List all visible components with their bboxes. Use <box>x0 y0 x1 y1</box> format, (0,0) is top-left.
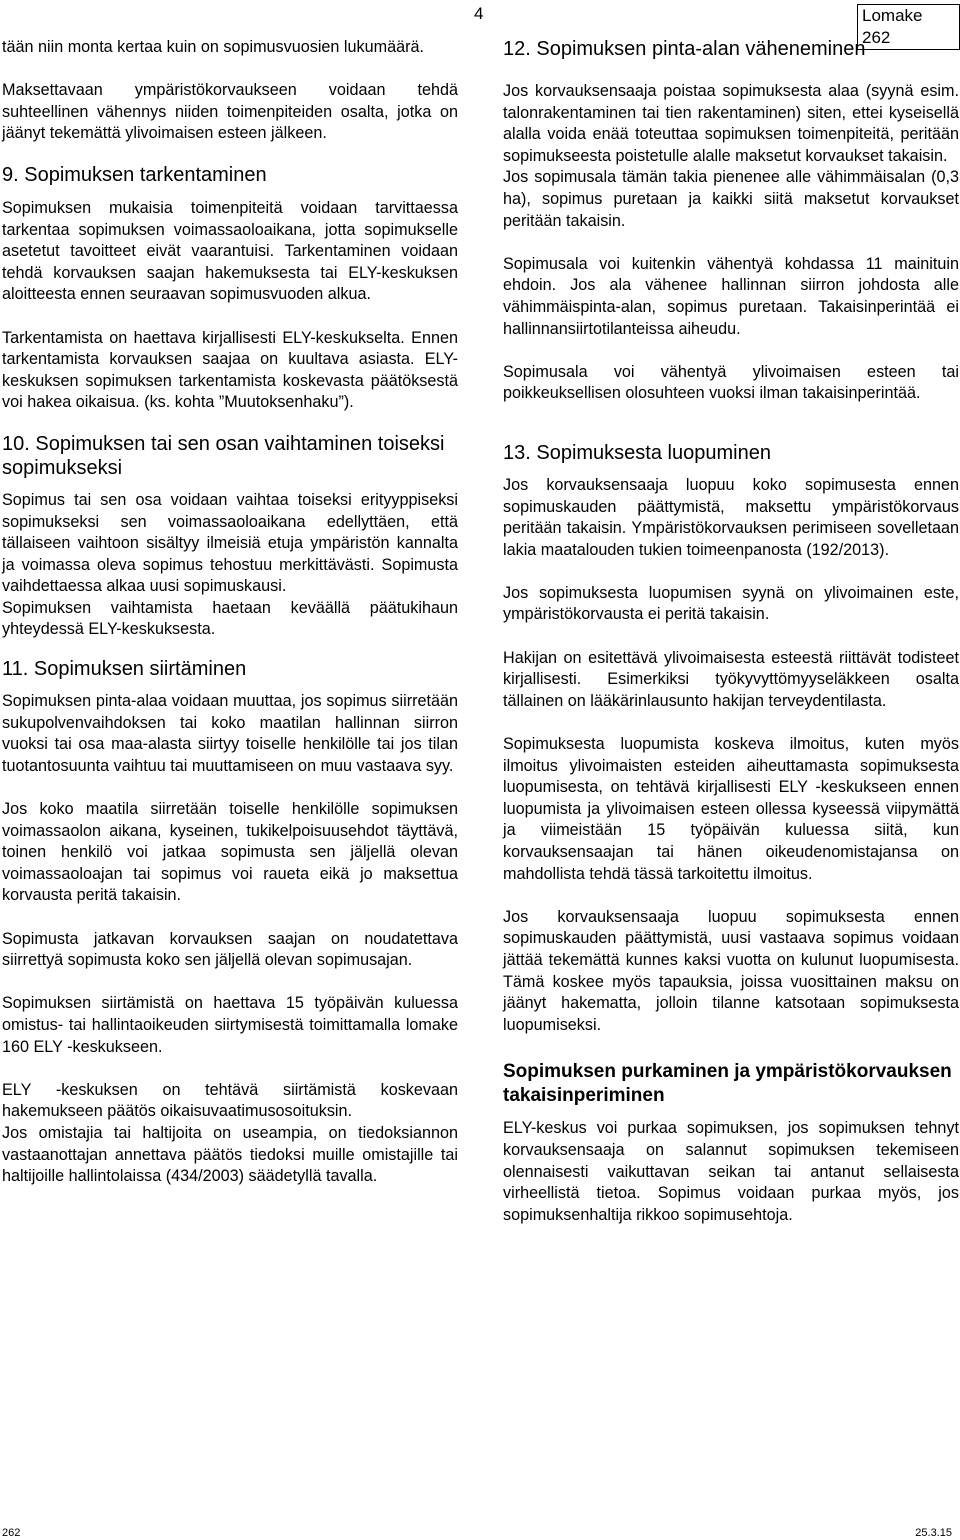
section-11-paragraph-1: Sopimuksen pinta-alaa voidaan muuttaa, jos sopimus siirretään sukupolvenvaihdoksen tai koko maatilan hallinnan siirron vuoksi tai osa maa-alasta siirtyy toiselle henkilölle tai jos tilan tuotantosuunta vaihtuu tai muuttamiseen on muu vastaava syy. <box>2 692 458 775</box>
section-12-paragraph-2: Jos sopimusala tämän takia pienenee alle vähimmäisalan (0,3 ha), sopimus puretaan ja kaikki siitä maksetut korvaukset peritään takaisin. <box>503 168 959 230</box>
section-12-heading: 12. Sopimuksen pinta-alan väheneminen <box>503 38 866 60</box>
section-11-paragraph-6: Jos omistajia tai haltijoita on useampia, on tiedoksiannon vastaanottajan annettava päätös tiedoksi muille omistajille tai haltijoille hallintolaissa (434/2003) säädetyllä tavalla. <box>2 1123 458 1186</box>
section-12-paragraph-1: Jos korvauksensaaja poistaa sopimuksesta alaa (syynä esim. talonrakentaminen tai tien rakentaminen) siten, ettei kyseisellä alalla voida enää toteuttaa sopimuksen toimenpiteitä, peritään sopimukseesta poistetulle alalle maksetut korvaukset takaisin. <box>503 82 959 165</box>
footer-form-number: 262 <box>2 1527 21 1539</box>
section-12-paragraph-3: Sopimusala voi kuitenkin vähentyä kohdassa 11 mainituin ehdoin. Jos ala vähenee hallinnan siirron johdosta alle vähimmäispinta-alan, sopimus puretaan. Takaisinperintää ei hallinnansiirtotilanteissa aiheudu. <box>503 254 959 338</box>
section-13-paragraph-1: Jos korvauksensaaja luopuu koko sopimusesta ennen sopimuskauden päättymistä, maksettu ympäristökorvaus peritään takaisin. Ympäristökorvauksen perimiseen sovelletaan lakia maatalouden tukien toimeenpanosta (192/2013). <box>503 475 959 559</box>
section-purku-heading: Sopimuksen purkaminen ja ympäristökorvauksen takaisinperiminen <box>503 1061 952 1107</box>
intro-paragraph: Maksettavaan ympäristökorvaukseen voidaan tehdä suhteellinen vähennys niiden toimenpiteiden osalta, jotka on jäänyt tekemättä ylivoimaisen esteen jälkeen. <box>2 81 458 143</box>
section-11-paragraph-3: Sopimusta jatkavan korvauksen saajan on noudatettava siirrettyä sopimusta koko sen jäljellä olevan sopimusajan. <box>2 929 458 970</box>
section-9-paragraph-1: Sopimuksen mukaisia toimenpiteitä voidaan tarvittaessa tarkentaa sopimuksen voimassaoloaikana, jotta sopimukselle asetetut tavoitteet eivät vaarantuisi. Tarkentaminen voidaan tehdä korvauksen saajan hakemuksesta tai ELY-keskuksen aloitteesta ennen seuraavan sopimusvuoden alkua. <box>2 198 458 304</box>
page-number: 4 <box>474 4 484 23</box>
section-13-heading: 13. Sopimuksesta luopuminen <box>503 441 771 464</box>
section-11-paragraph-2: Jos koko maatila siirretään toiselle henkilölle sopimuksen voimassaolon aikana, kyseinen, tukikelpoisuusehdot täyttävä, toinen henkilö voi jatkaa sopimusta sen jäljellä olevan voimassaoloajan tai sopimus voi raueta eikä jo maksettua korvausta peritä takaisin. <box>2 800 458 905</box>
intro-continuation: tään niin monta kertaa kuin on sopimusvuosien lukumäärä. <box>2 38 425 56</box>
section-13-paragraph-5: Jos korvauksensaaja luopuu sopimuksesta ennen sopimuskauden päättymistä, uusi vastaava sopimus voidaan jättää tekemättä kunnes kaksi vuotta on kulunut luopumisesta. Tämä koskee myös tapauksia, joissa vuosittainen maksu on jäänyt hakematta, jolloin tilanne katsotaan sopimuksesta luopumiseksi. <box>503 907 959 1034</box>
left-column <box>2 37 458 1188</box>
section-13-paragraph-3: Hakijan on esitettävä ylivoimaisesta esteestä riittävät todisteet kirjallisesti. Esimerkiksi työkyvyttömyyseläkkeen osalta tällainen on lääkärinlausunto hakijan terveydentilasta. <box>503 648 959 710</box>
section-10-paragraph-1: Sopimus tai sen osa voidaan vaihtaa toiseksi erityyppiseksi sopimukseksi sen voimassaoloaikana edellyttäen, että tällaiseen vaihtoon sisältyy ilmeisiä etuja ympäristön kannalta ja voimassa oleva sopimus tehostuu merkittävästi. Sopimusta vaihdettaessa alkaa uusi sopimuskausi. <box>2 490 458 596</box>
footer-date: 25.3.15 <box>915 1527 952 1539</box>
section-11-heading: 11. Sopimuksen siirtäminen <box>2 658 247 681</box>
section-10-heading: 10. Sopimuksen tai sen osan vaihtaminen toiseksi sopimukseksi <box>2 432 445 479</box>
section-12-paragraph-4: Sopimusala voi vähentyä ylivoimaisen esteen tai poikkeuksellisen olosuhteen vuoksi ilman takaisinperintää. <box>503 362 959 403</box>
section-13-paragraph-4: Sopimuksesta luopumista koskeva ilmoitus, kuten myös ilmoitus ylivoimaisten esteiden aiheuttamasta sopimuksesta luopumisesta, on tehtävä kirjallisesti ELY -keskukseen ennen luopumista ja ylivoimaisen esteen ollessa kyseessä viipymättä ja viimeistään 15 työpäivän kuluessa siitä, kun korvauksensaajan tai hänen oikeudenomistajansa on mahdollista tehdä tässä tarkoitettu ilmoitus. <box>503 735 959 883</box>
section-10-paragraph-2: Sopimuksen vaihtamista haetaan keväällä päätukihaun yhteydessä ELY-keskuksesta. <box>2 598 458 639</box>
section-11-paragraph-5: ELY -keskuksen on tehtävä siirtämistä koskevaan hakemukseen päätös oikaisuvaatimusosoituksin. <box>2 1080 458 1121</box>
section-9-heading: 9. Sopimuksen tarkentaminen <box>2 163 267 186</box>
section-13-paragraph-2: Jos sopimuksesta luopumisen syynä on ylivoimainen este, ympäristökorvausta ei peritä takaisin. <box>503 583 959 624</box>
form-label-box: Lomake 262 <box>857 4 960 50</box>
section-purku-paragraph: ELY-keskus voi purkaa sopimuksen, jos sopimuksen tehnyt korvauksensaaja on salannut sopimuksen tekemiseen olennaisesti vaikuttavan seikan tai antanut sellaisesta virheellistä tietoa. Sopimus voidaan purkaa myös, jos sopimuksenhaltija rikkoo sopimusehtoja. <box>503 1119 959 1224</box>
section-9-paragraph-2: Tarkentamista on haettava kirjallisesti ELY-keskukselta. Ennen tarkentamista korvauksen saajaa on kuultava asiasta. ELY-keskuksen sopimuksen tarkentamista koskevasta päätöksestä voi hakea oikaisua. (ks. kohta ”Muutoksenhaku”). <box>2 328 458 412</box>
right-column <box>503 37 959 1226</box>
section-11-paragraph-4: Sopimuksen siirtämistä on haettava 15 työpäivän kuluessa omistus- tai hallintaoikeuden siirtymisestä toimittamalla lomake 160 ELY -keskukseen. <box>2 994 458 1056</box>
